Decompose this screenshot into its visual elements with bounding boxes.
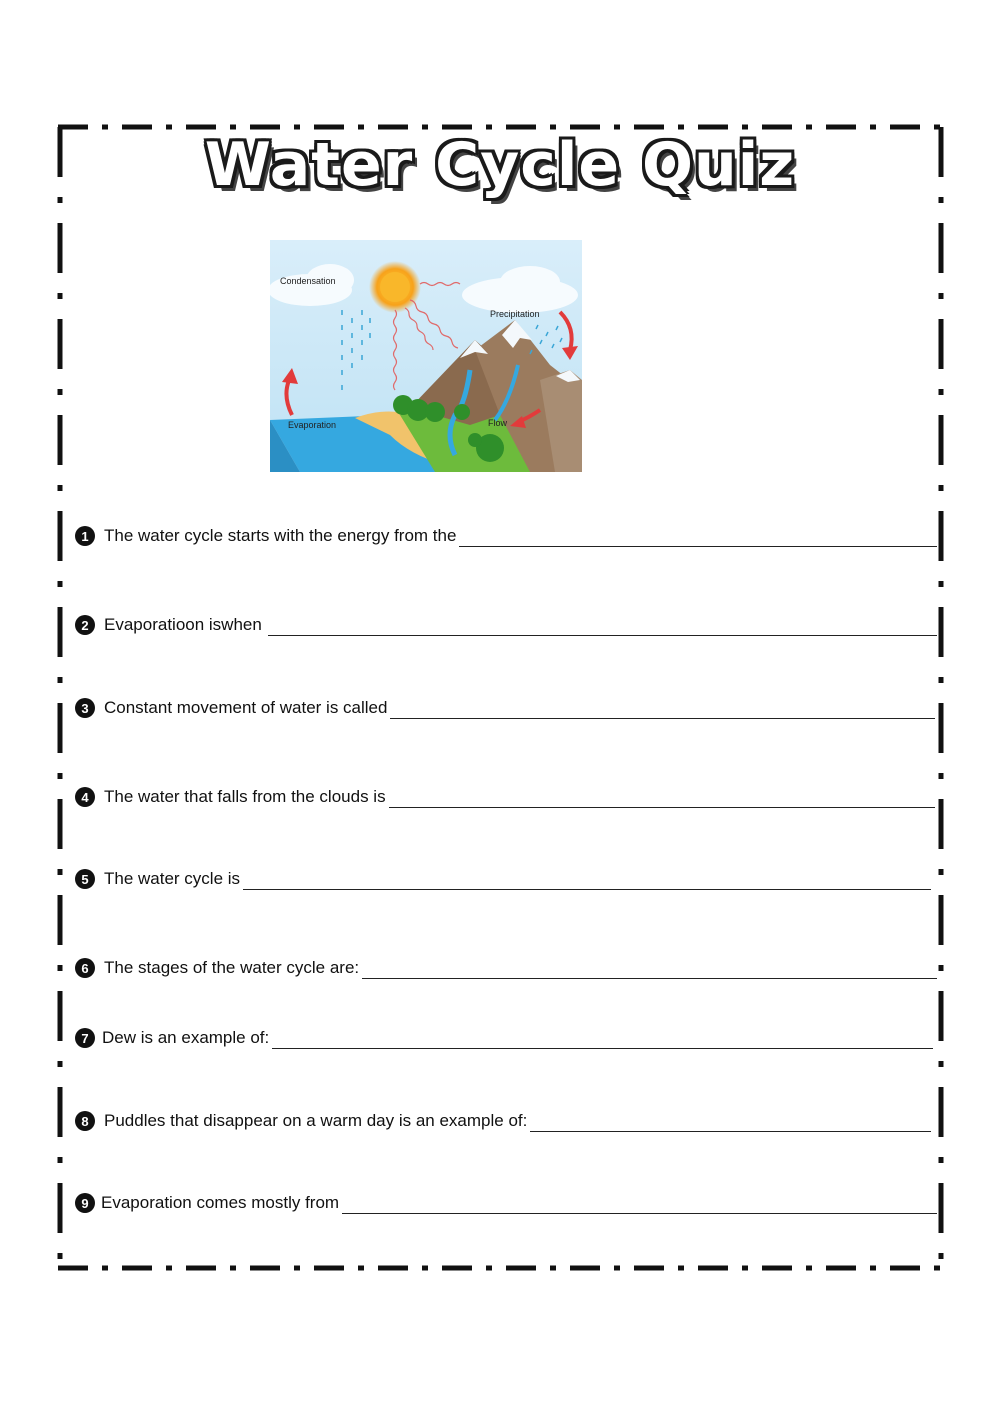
question-text: The water that falls from the clouds is	[104, 787, 386, 806]
answer-blank-3[interactable]	[390, 696, 935, 719]
question-text: The stages of the water cycle are:	[104, 958, 360, 977]
number-badge: 4	[75, 787, 95, 807]
question-8	[75, 1102, 931, 1132]
answer-blank-7[interactable]	[272, 1026, 933, 1049]
label-condensation: Condensation	[280, 276, 336, 286]
question-text: Constant movement of water is called	[104, 698, 388, 717]
number-badge: 7	[75, 1028, 95, 1048]
question-text: Evaporation comes mostly from	[101, 1193, 340, 1212]
label-precipitation: Precipitation	[490, 309, 540, 319]
label-evaporation: Evaporation	[288, 420, 337, 430]
number-badge: 2	[75, 615, 95, 635]
number-badge: 1	[75, 526, 95, 546]
question-text: Evaporatioon iswhen	[104, 615, 262, 634]
question-text: The water cycle is	[104, 869, 241, 888]
question-1	[75, 517, 937, 547]
answer-blank-5[interactable]	[243, 867, 931, 890]
number-badge: 5	[75, 869, 95, 889]
answer-blank-9[interactable]	[342, 1191, 937, 1214]
label-flow: Flow	[488, 418, 508, 428]
number-badge: 9	[75, 1193, 95, 1213]
question-text: Puddles that disappear on a warm day is an example of:	[104, 1111, 528, 1130]
question-text: Dew is an example of:	[102, 1028, 270, 1047]
answer-blank-2[interactable]	[268, 613, 937, 636]
question-4	[75, 778, 935, 808]
number-badge: 8	[75, 1111, 95, 1131]
water-cycle-diagram	[270, 240, 582, 472]
page-title-text: Water Cycle Quiz	[204, 130, 796, 200]
question-text: The water cycle starts with the energy from the	[104, 526, 457, 545]
number-badge: 3	[75, 698, 95, 718]
answer-blank-8[interactable]	[530, 1109, 931, 1132]
answer-blank-4[interactable]	[389, 785, 935, 808]
question-2	[75, 606, 937, 636]
answer-blank-6[interactable]	[362, 956, 937, 979]
question-7	[75, 1019, 933, 1049]
question-9	[75, 1184, 937, 1214]
page-title	[0, 130, 1000, 200]
number-badge: 6	[75, 958, 95, 978]
answer-blank-1[interactable]	[459, 524, 937, 547]
question-5	[75, 860, 931, 890]
question-6	[75, 949, 937, 979]
question-3	[75, 689, 935, 719]
